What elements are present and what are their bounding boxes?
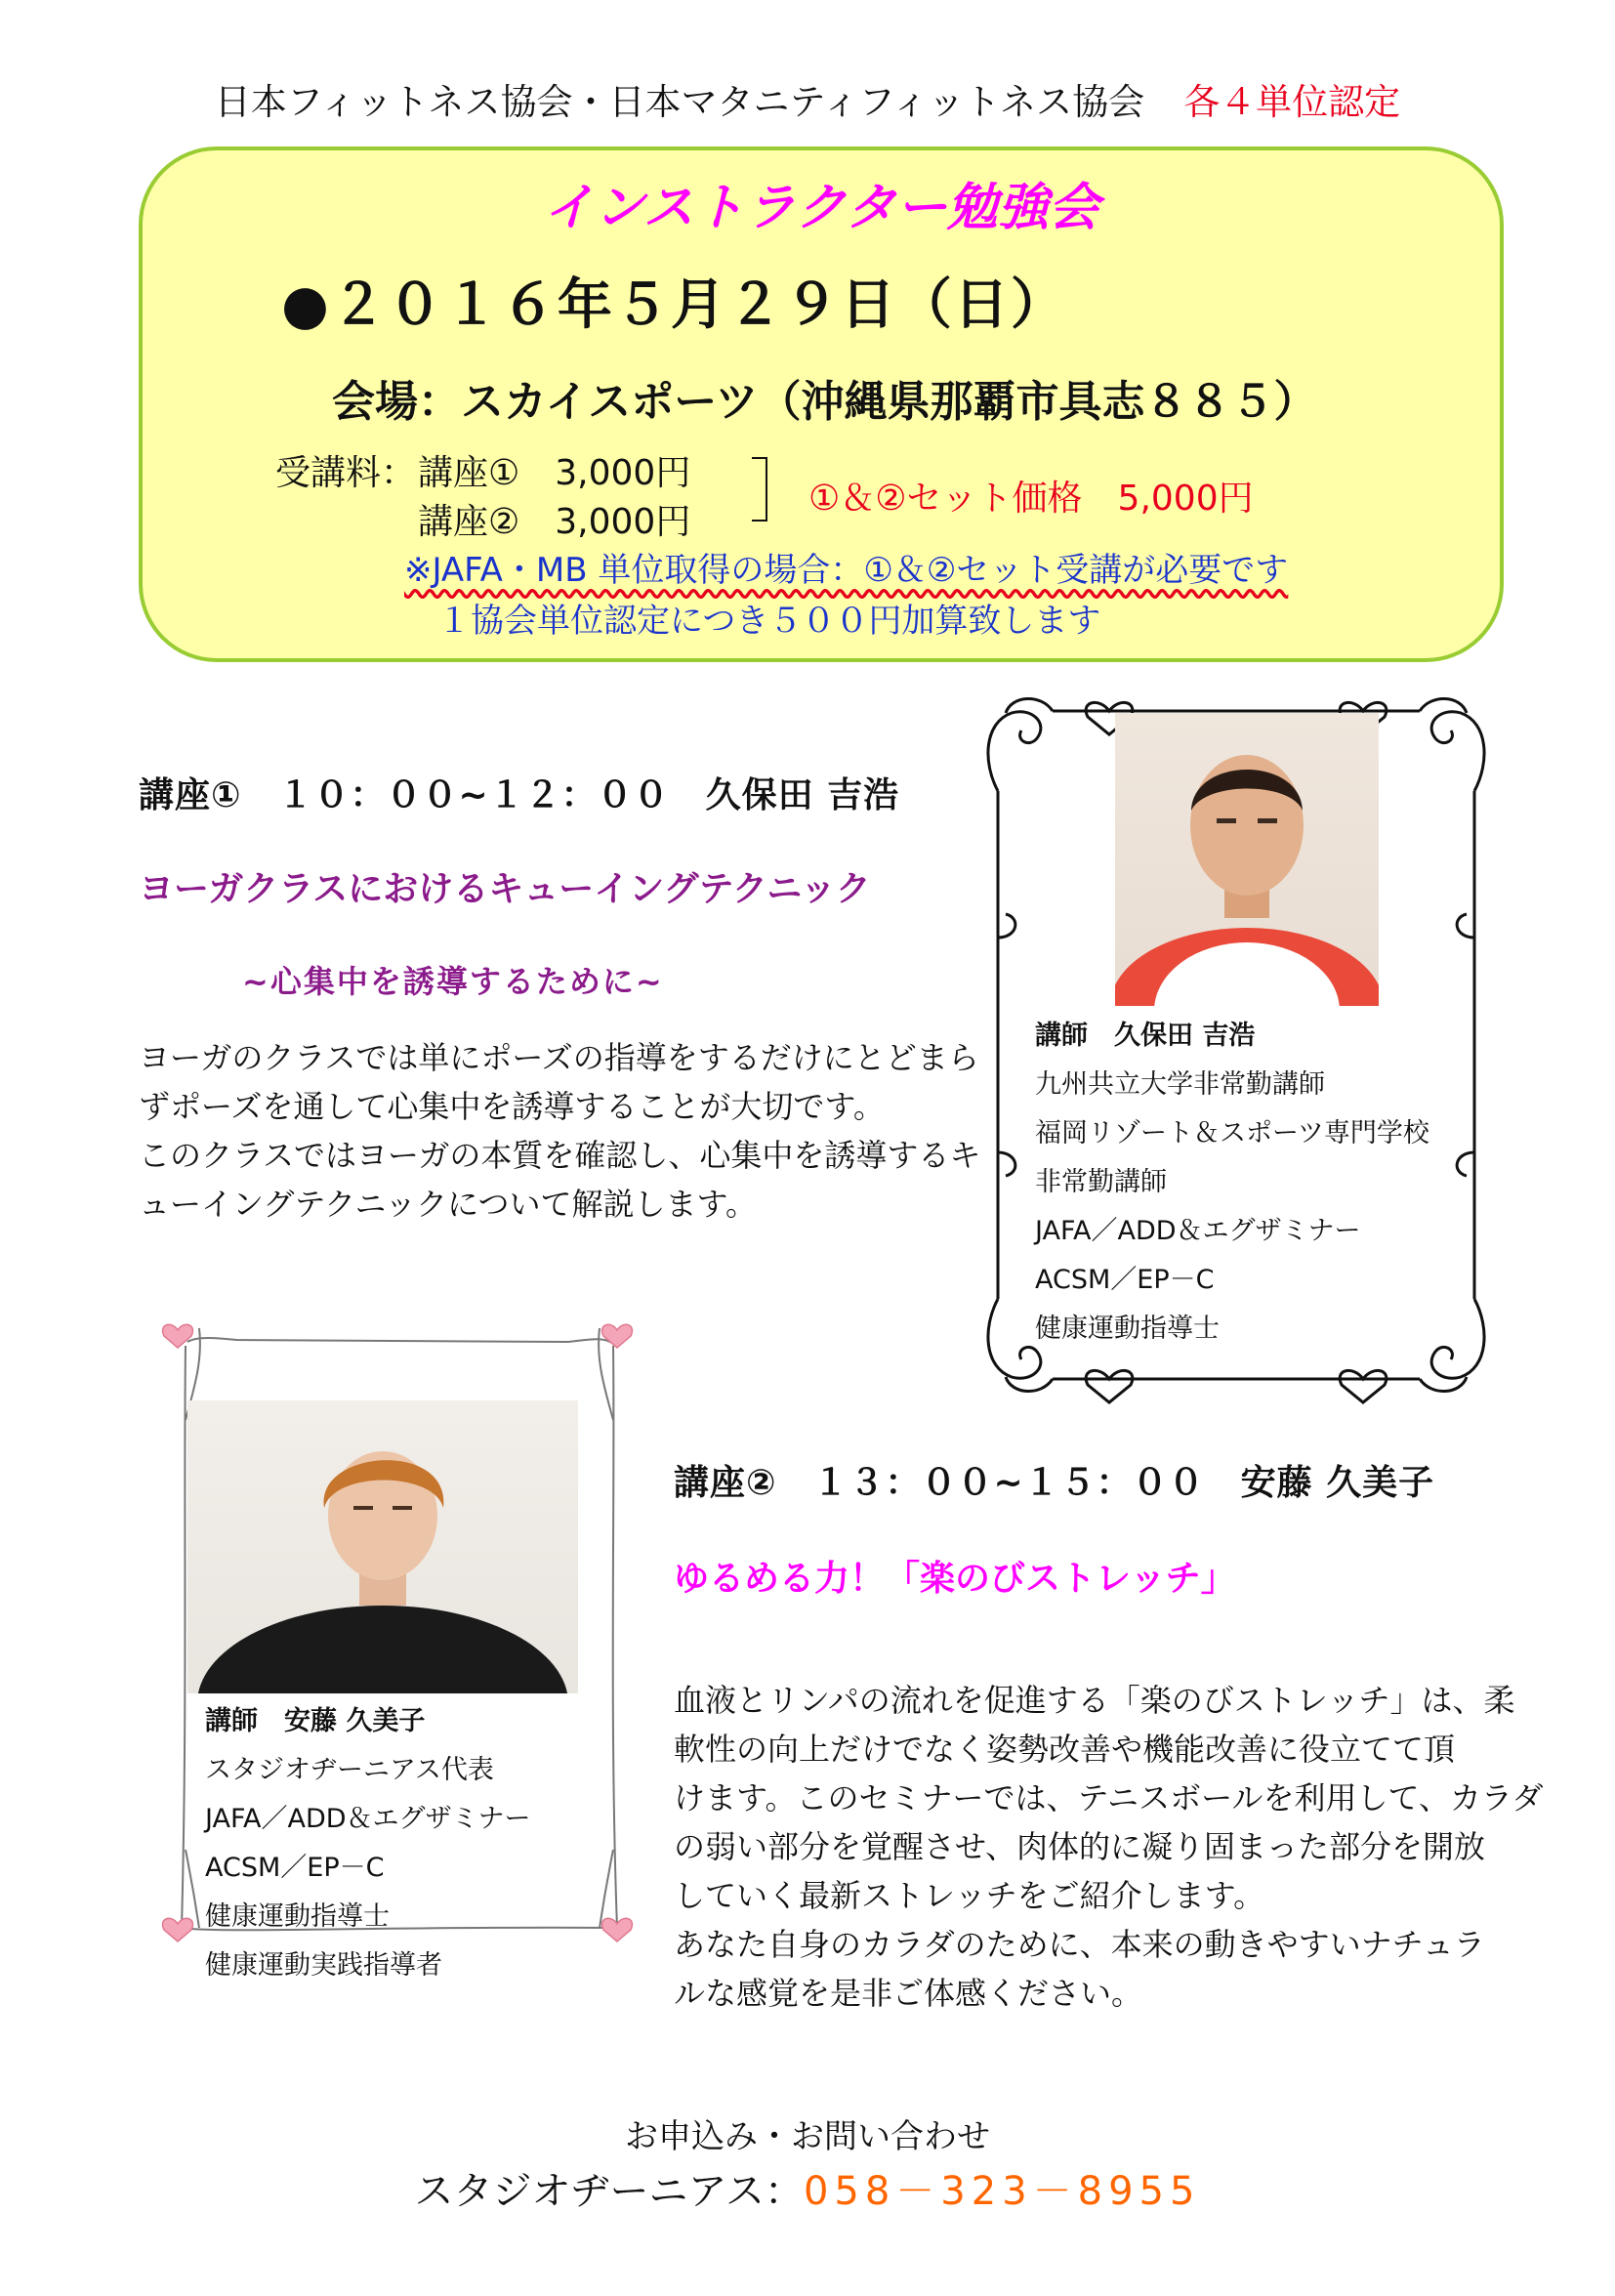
lecturer2-profile (205, 1697, 531, 1990)
certification-header (0, 72, 1615, 125)
contact-line (0, 2160, 1615, 2216)
studio-name: スタジオヂーニアス： (414, 2169, 804, 2214)
credential-item: 非常勤講師 (1035, 1167, 1167, 1197)
lecturer1-photo (1115, 713, 1379, 1006)
course2-description (674, 1676, 1544, 2018)
credential-item: ACSM／EP－C (205, 1853, 385, 1883)
surcharge-note: １協会単位認定につき５００円加算致します (437, 602, 1101, 641)
credential-item: 健康運動指導士 (1035, 1314, 1220, 1344)
paragraph-line: ルな感覚を是非ご体感ください。 (674, 1975, 1143, 2012)
lecturer2-photo (187, 1400, 578, 1693)
course1-subtitle: ~心集中を誘導するために~ (242, 963, 664, 1000)
course1-heading: 講座① １０：００~１２：００ 久保田 吉浩 (139, 775, 900, 815)
paragraph-line: あなた自身のカラダのために、本来の動きやすいナチュラ (674, 1926, 1485, 1963)
course1-title: ヨーガクラスにおけるキューイングテクニック (139, 869, 871, 909)
course2-title: ゆるめる力！「楽のびストレッチ」 (674, 1559, 1236, 1599)
paragraph-line: このクラスではヨーガの本質を確認し、心集中を誘導するキ (139, 1137, 981, 1174)
credential-item: 九州共立大学非常勤講師 (1035, 1069, 1325, 1100)
paragraph-line: ずポーズを通して心集中を誘導することが大切です。 (139, 1088, 885, 1125)
fee-course1: 講座① 3,000円 (418, 453, 691, 493)
phone-number[interactable]: 058－323－8955 (803, 2169, 1201, 2214)
credential-item: JAFA／ADD＆エグザミナー (205, 1804, 531, 1834)
paragraph-line: けます。このセミナーでは、テニスボールを利用して、カラダ (674, 1779, 1544, 1816)
course1-description (139, 1033, 981, 1229)
contact-label: お申込み・お問い合わせ (625, 2117, 990, 2156)
paragraph-line: ヨーガのクラスでは単にポーズの指導をするだけにとどまら (139, 1039, 979, 1076)
lecturer2-name: 講師 安藤 久美子 (205, 1706, 426, 1736)
credential-item: JAFA／ADD＆エグザミナー (1035, 1216, 1361, 1246)
paragraph-line: 軟性の向上だけでなく姿勢改善や機能改善に役立てて頂 (674, 1731, 1456, 1768)
credential-item: スタジオヂーニアス代表 (205, 1755, 494, 1785)
set-price: ①＆②セット価格 5,000円 (808, 479, 1254, 519)
fee-bracket (752, 457, 767, 522)
paragraph-line: の弱い部分を覚醒させ、肉体的に凝り固まった部分を開放 (674, 1828, 1486, 1865)
paragraph-line: 血液とリンパの流れを促進する「楽のびストレッチ」は、柔 (674, 1682, 1515, 1719)
credential-item: 福岡リゾート＆スポーツ専門学校 (1035, 1118, 1429, 1148)
paragraph-line: ューイングテクニックについて解説します。 (139, 1186, 757, 1223)
event-date: ●２０１６年５月２９日（日） (281, 273, 1067, 337)
lecturer1-profile (1035, 1012, 1429, 1354)
event-venue: 会場：スカイスポーツ（沖縄県那覇市具志８８５） (332, 377, 1317, 427)
certification-text: 各４単位認定 (1183, 81, 1401, 123)
paragraph-line: していく最新ストレッチをご紹介します。 (674, 1877, 1265, 1914)
fee-label: 受講料： (275, 453, 417, 493)
credential-item: 健康運動実践指導者 (205, 1950, 442, 1981)
credential-item: 健康運動指導士 (205, 1901, 390, 1932)
organizations-text: 日本フィットネス協会・日本マタニティフィットネス協会 (214, 81, 1145, 123)
credential-item: ACSM／EP－C (1035, 1265, 1215, 1295)
course2-heading: 講座② １３：００~１５：００ 安藤 久美子 (674, 1463, 1435, 1503)
lecturer1-name: 講師 久保田 吉浩 (1035, 1021, 1256, 1051)
event-title: インストラクター勉強会 (543, 179, 1099, 237)
unit-note: ※JAFA・MB 単位取得の場合：①＆②セット受講が必要です (404, 551, 1289, 590)
fee-course2: 講座② 3,000円 (418, 502, 691, 542)
